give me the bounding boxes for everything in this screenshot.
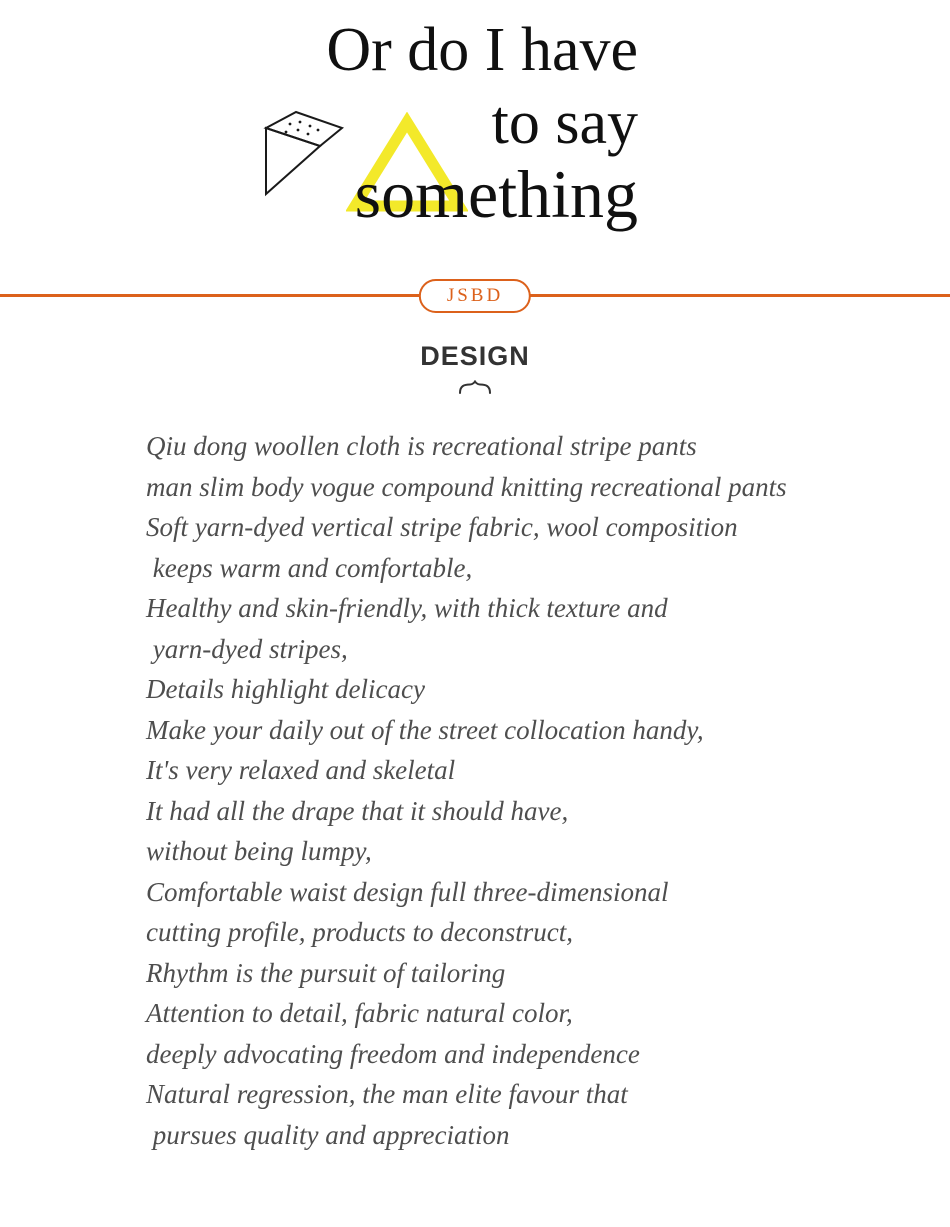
design-section-header bbox=[0, 341, 950, 400]
description-line: Soft yarn-dyed vertical stripe fabric, wool composition bbox=[146, 512, 738, 542]
hero-title-line2: to say bbox=[491, 89, 638, 157]
description-line: pursues quality and appreciation bbox=[146, 1119, 510, 1150]
description-line: without being lumpy, bbox=[146, 836, 372, 866]
product-description bbox=[146, 426, 890, 1155]
description-line: Comfortable waist design full three-dimensional bbox=[146, 876, 669, 907]
brand-badge: JSBD bbox=[419, 279, 531, 313]
description-line: keeps warm and comfortable, bbox=[146, 552, 473, 583]
hero-title bbox=[326, 12, 638, 230]
brace-ornament-icon bbox=[0, 380, 950, 400]
description-line: Qiu dong woollen cloth is recreational stripe pants bbox=[146, 431, 697, 461]
description-line: Natural regression, the man elite favour that bbox=[146, 1079, 628, 1109]
description-line: yarn-dyed stripes, bbox=[146, 633, 348, 664]
description-line: Attention to detail, fabric natural color, bbox=[146, 998, 573, 1028]
hero-section bbox=[0, 0, 950, 294]
description-line: Make your daily out of the street collocation handy, bbox=[146, 714, 704, 745]
description-line: It had all the drape that it should have, bbox=[146, 795, 569, 826]
divider-line bbox=[0, 284, 950, 306]
description-line: Details highlight delicacy bbox=[146, 674, 425, 704]
section-title: DESIGN bbox=[420, 341, 530, 371]
description-line: It's very relaxed and skeletal bbox=[146, 755, 456, 785]
hero-title-line3: something bbox=[354, 156, 638, 232]
description-line: deeply advocating freedom and independence bbox=[146, 1038, 640, 1069]
description-line: cutting profile, products to deconstruct, bbox=[146, 917, 573, 947]
description-line: Healthy and skin-friendly, with thick texture and bbox=[146, 593, 668, 623]
hero-title-line1: Or do I have bbox=[326, 16, 638, 84]
description-line: Rhythm is the pursuit of tailoring bbox=[146, 957, 506, 988]
description-line: man slim body vogue compound knitting recreational pants bbox=[146, 471, 787, 502]
